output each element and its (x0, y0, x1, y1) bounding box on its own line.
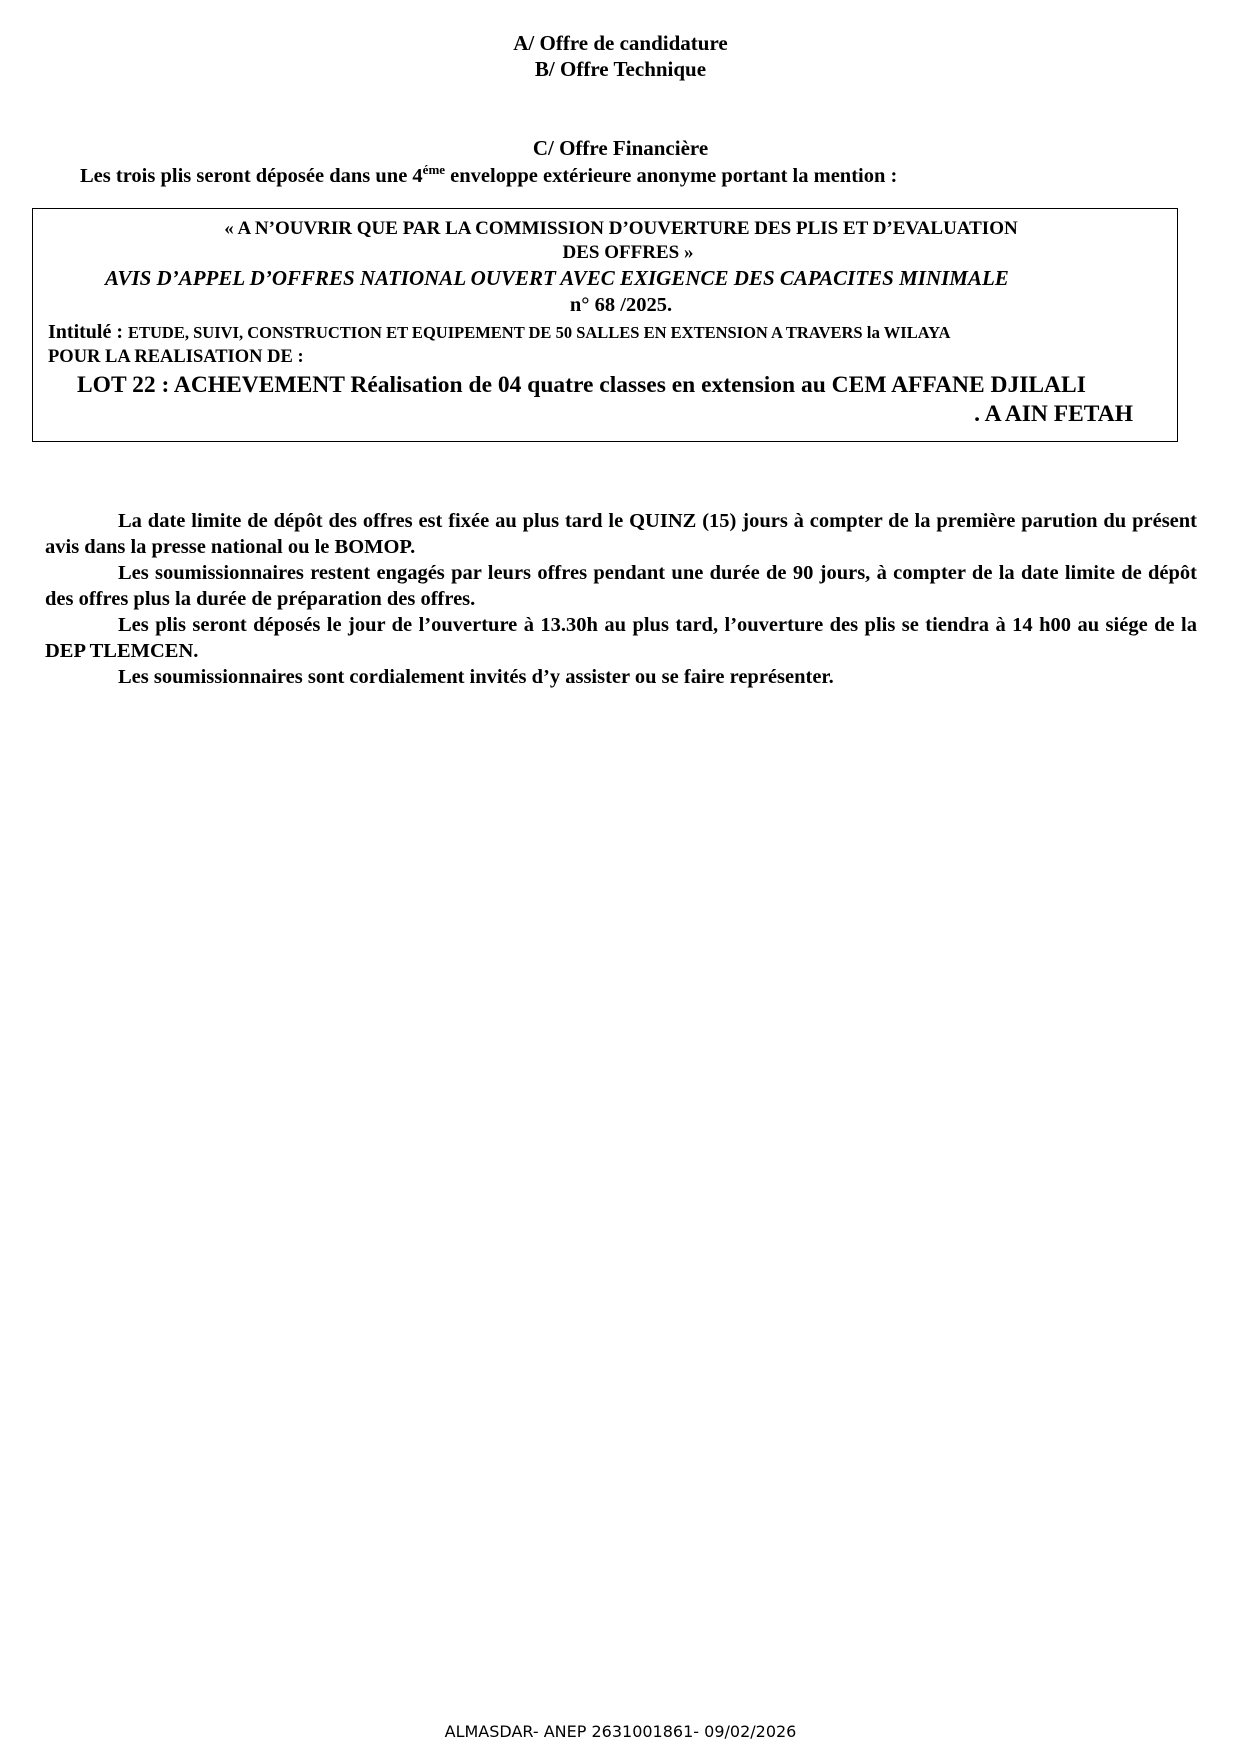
offer-c-heading: C/ Offre Financière (532, 136, 709, 160)
mention-line-1: « A N’OUVRIR QUE PAR LA COMMISSION D’OUVERTURE DES PLIS ET D’EVALUATION (224, 218, 1018, 239)
invitation-paragraph: Les soumissionnaires sont cordialement invités d’y assister ou se faire représenter. (118, 666, 834, 688)
validity-paragraph: Les soumissionnaires restent engagés par leurs offres pendant une durée de 90 jours, à compter de la date limite de dépôt des offres plus la durée de préparation des offres. (45, 562, 1197, 610)
envelope-text-before: Les trois plis seront déposée dans une 4 (80, 165, 423, 187)
realisation-label: POUR LA REALISATION DE : (48, 347, 304, 367)
offer-a-heading: A/ Offre de candidature (513, 31, 728, 55)
envelope-superscript: éme (422, 162, 446, 178)
envelope-instruction (80, 163, 897, 189)
envelope-text-after: enveloppe extérieure anonyme portant la mention : (445, 165, 898, 187)
opening-paragraph: Les plis seront déposés le jour de l’ouverture à 13.30h au plus tard, l’ouverture des plis se tiendra à 14 h00 au siége de la DEP TLEMCEN. (45, 614, 1197, 662)
intitule-text: ETUDE, SUIVI, CONSTRUCTION ET EQUIPEMENT DE 50 SALLES EN EXTENSION A TRAVERS (128, 323, 867, 342)
lot-line-2: . A AIN FETAH (974, 401, 1133, 427)
offer-b-heading: B/ Offre Technique (534, 57, 707, 81)
intitule-line (48, 320, 950, 346)
mention-line-2: DES OFFRES » (562, 242, 694, 263)
notice-box (32, 208, 1178, 442)
intitule-label: Intitulé : (48, 321, 128, 343)
intitule-end: WILAYA (879, 323, 951, 342)
intitule-la: la (866, 323, 880, 342)
lot-line-1: LOT 22 : ACHEVEMENT Réalisation de 04 quatre classes en extension au CEM AFFANE DJILALI (77, 372, 1086, 398)
avis-number: n° 68 /2025. (569, 294, 673, 316)
deadline-paragraph: La date limite de dépôt des offres est fixée au plus tard le QUINZ (15) jours à compter de la première parution du présent avis dans la presse national ou le BOMOP. (45, 510, 1197, 558)
avis-title: AVIS D’APPEL D’OFFRES NATIONAL OUVERT AVEC EXIGENCE DES CAPACITES MINIMALE (105, 266, 1009, 290)
footer-reference: ALMASDAR- ANEP 2631001861- 09/02/2026 (444, 1722, 797, 1741)
